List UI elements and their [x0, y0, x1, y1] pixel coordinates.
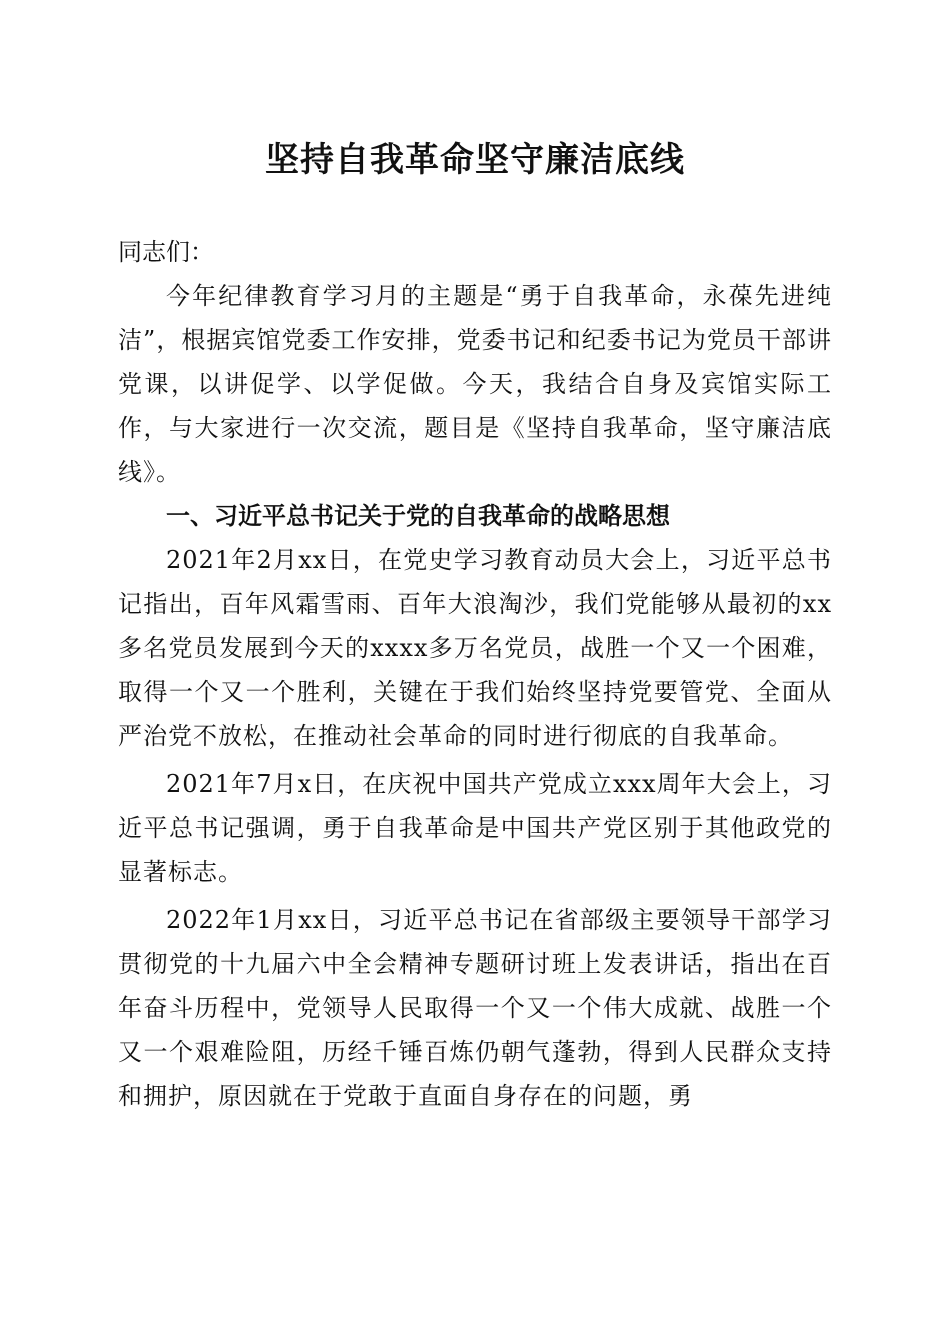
- document-page: [118, 130, 832, 1118]
- body-paragraph: 2021年7月x日，在庆祝中国共产党成立xxx周年大会上，习近平总书记强调，勇于自我革命是中国共产党区别于其他政党的显著标志。: [118, 770, 832, 886]
- section-heading: 一、习近平总书记关于党的自我革命的战略思想: [166, 502, 670, 530]
- intro-paragraph: 今年纪律教育学习月的主题是“勇于自我革命，永葆先进纯洁”，根据宾馆党委工作安排，党委书记和纪委书记为党员干部讲党课，以讲促学、以学促做。今天，我结合自身及宾馆实际工作，与大家进行一次交流，题目是《坚持自我革命，坚守廉洁底线》。: [118, 282, 832, 486]
- salutation: 同志们：: [118, 238, 214, 266]
- document-title: 坚持自我革命坚守廉洁底线: [265, 140, 685, 180]
- body-paragraph: 2022年1月xx日，习近平总书记在省部级主要领导干部学习贯彻党的十九届六中全会精神专题研讨班上发表讲话，指出在百年奋斗历程中，党领导人民取得一个又一个伟大成就、战胜一个又一个艰难险阻，历经千锤百炼仍朝气蓬勃，得到人民群众支持和拥护，原因就在于党敢于直面自身存在的问题，勇: [118, 906, 832, 1110]
- body-paragraph: 2021年2月xx日，在党史学习教育动员大会上，习近平总书记指出，百年风霜雪雨、百年大浪淘沙，我们党能够从最初的xx多名党员发展到今天的xxxx多万名党员，战胜一个又一个困难，取得一个又一个胜利，关键在于我们始终坚持党要管党、全面从严治党不放松，在推动社会革命的同时进行彻底的自我革命。: [118, 546, 832, 750]
